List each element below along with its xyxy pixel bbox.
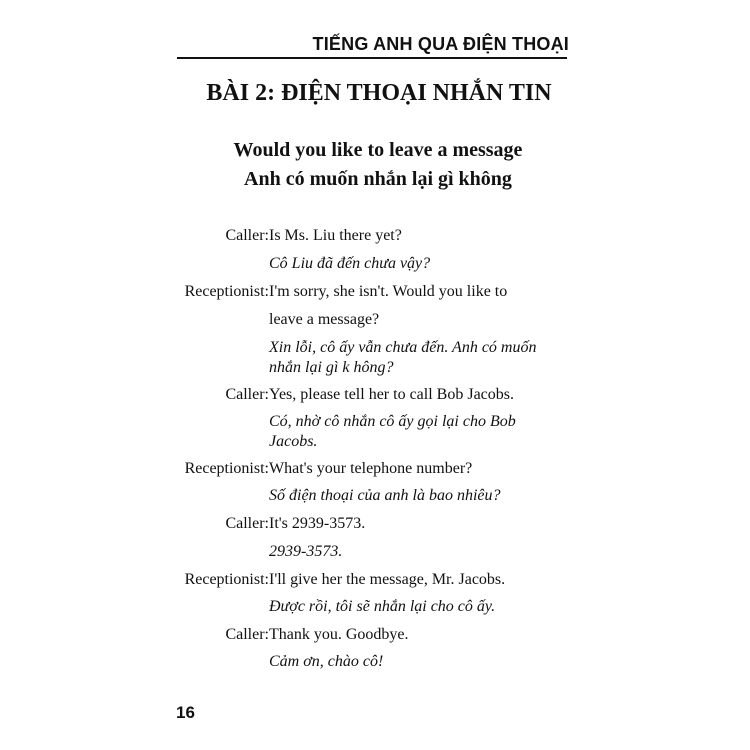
dialogue-translation: Cô Liu đã đến chưa vậy? — [269, 255, 431, 272]
speaker-label: Caller: — [225, 515, 269, 532]
header-rule — [177, 57, 567, 59]
speaker-label: Receptionist: — [184, 283, 269, 300]
dialogue-line: Yes, please tell her to call Bob Jacobs. — [269, 386, 514, 403]
dialogue-line: I'll give her the message, Mr. Jacobs. — [269, 571, 506, 588]
running-header: TIẾNG ANH QUA ĐIỆN THOẠI — [312, 34, 569, 54]
speaker-label: Receptionist: — [184, 571, 269, 588]
page-number: 16 — [176, 703, 195, 722]
dialogue-line: leave a message? — [269, 311, 380, 328]
dialogue-translation: 2939-3573. — [269, 543, 343, 560]
lesson-title: BÀI 2: ĐIỆN THOẠI NHẮN TIN — [206, 80, 552, 106]
dialogue-translation: Cảm ơn, chào cô! — [269, 653, 384, 670]
dialogue-translation: Được rồi, tôi sẽ nhắn lại cho cô ấy. — [269, 598, 496, 615]
dialogue-line: Thank you. Goodbye. — [269, 626, 409, 643]
speaker-label: Receptionist: — [184, 460, 269, 477]
dialogue-line: Is Ms. Liu there yet? — [269, 227, 402, 244]
dialogue-translation: Số điện thoại của anh là bao nhiêu? — [269, 487, 501, 504]
dialogue-line: It's 2939-3573. — [269, 515, 366, 532]
lesson-subtitle-vietnamese: Anh có muốn nhắn lại gì không — [244, 168, 512, 190]
dialogue-line: What's your telephone number? — [269, 460, 473, 477]
speaker-label: Caller: — [225, 386, 269, 403]
dialogue-translation: nhắn lại gì k hông? — [269, 359, 394, 376]
dialogue-line: I'm sorry, she isn't. Would you like to — [269, 283, 508, 300]
dialogue-translation: Xin lỗi, cô ấy vẫn chưa đến. Anh có muốn — [269, 339, 537, 356]
speaker-label: Caller: — [225, 626, 269, 643]
dialogue-translation: Jacobs. — [269, 433, 318, 450]
speaker-label: Caller: — [225, 227, 269, 244]
lesson-subtitle-english: Would you like to leave a message — [233, 139, 523, 161]
dialogue-translation: Có, nhờ cô nhắn cô ấy gọi lại cho Bob — [269, 413, 516, 430]
